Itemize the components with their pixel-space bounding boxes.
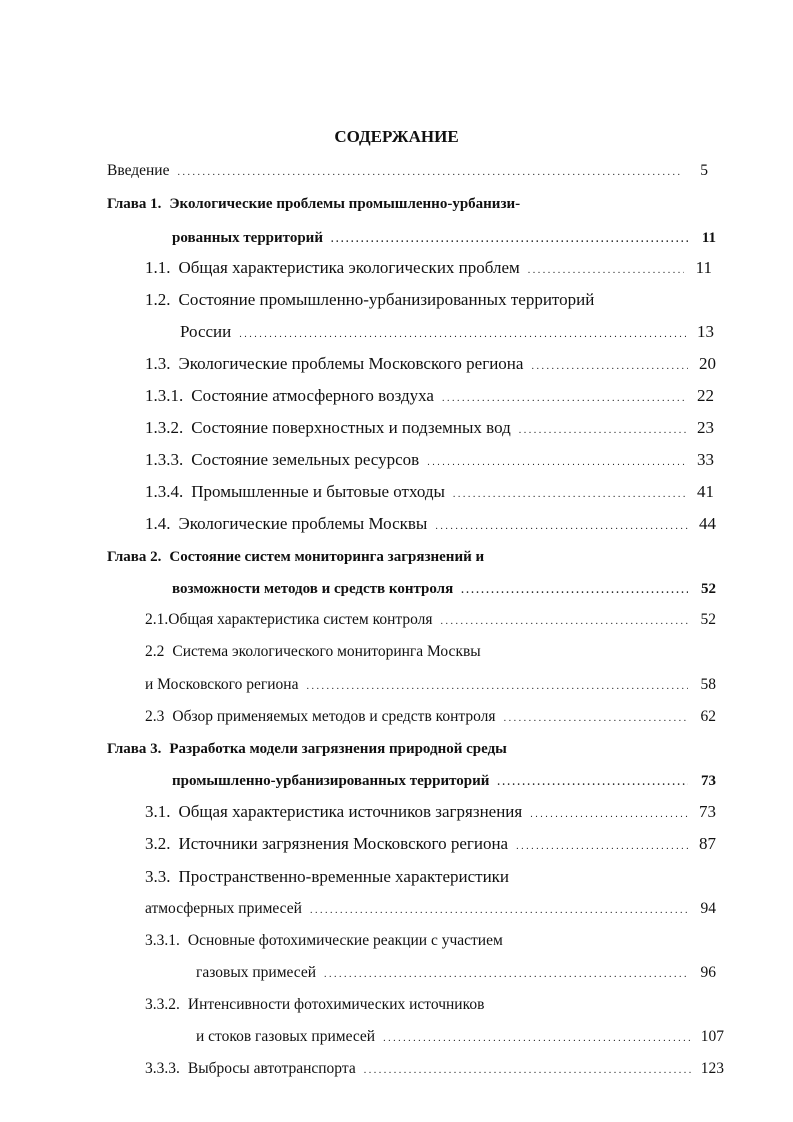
toc-entry-title: Источники загрязнения Московского региона: [178, 834, 509, 853]
toc-entry: [172, 226, 716, 250]
dot-leader: [453, 483, 686, 507]
toc-entry: [145, 640, 716, 664]
toc-entry-number: 1.3.: [145, 354, 171, 373]
toc-page-number: 73: [701, 773, 716, 789]
toc-entry: [145, 865, 716, 889]
dot-leader: [441, 610, 688, 634]
toc-entry-number: 3.1.: [145, 802, 171, 821]
contents-heading: СОДЕРЖАНИЕ: [334, 127, 459, 146]
dot-leader: [310, 899, 688, 923]
dot-leader: [427, 451, 686, 475]
toc-entry: [145, 993, 716, 1017]
toc-page-number: 94: [700, 900, 716, 917]
toc-entry-number: Глава 3.: [107, 741, 162, 757]
dot-leader: [504, 707, 688, 731]
toc-page-number: 33: [697, 450, 714, 469]
dot-leader: [177, 161, 680, 185]
toc-entry-number: Глава 1.: [107, 196, 162, 212]
dot-leader: [383, 1027, 693, 1051]
toc-entry: [145, 897, 716, 921]
dot-leader: [497, 771, 688, 795]
toc-entry-number: 2.2: [145, 643, 165, 660]
toc-entry: [196, 961, 716, 985]
toc-entry-title: Состояние систем мониторинга загрязнений и: [169, 549, 485, 565]
toc-entry: [145, 352, 716, 376]
toc-entry-title: Экологические проблемы промышленно-урбанизи-: [169, 196, 521, 212]
toc-entry-number: 1.4.: [145, 514, 171, 533]
toc-entry-title: Экологические проблемы Москвы: [178, 514, 428, 533]
toc-entry: [145, 448, 714, 472]
toc-entry-number: 1.1.: [145, 258, 171, 277]
toc-page-number: 41: [697, 482, 714, 501]
toc-entry: [172, 769, 716, 793]
toc-entry-title: России: [180, 322, 232, 341]
dot-leader: [442, 387, 686, 411]
toc-entry-title: Система экологического мониторинга Москвы: [172, 643, 481, 660]
toc-entry-title: Общая характеристика источников загрязнения: [178, 802, 523, 821]
toc-entry-title: Основные фотохимические реакции с участием: [187, 932, 503, 949]
dot-leader: [519, 419, 686, 443]
toc-entry-number: 3.3.: [145, 867, 171, 886]
toc-entry-title: Промышленные и бытовые отходы: [191, 482, 445, 501]
dot-leader: [331, 228, 688, 252]
dot-leader: [531, 355, 688, 379]
toc-page-number: 20: [699, 354, 716, 373]
toc-entry: [145, 256, 712, 280]
toc-entry-number: 1.3.1.: [145, 386, 184, 405]
toc-page-number: 52: [700, 611, 716, 628]
toc-entry: [172, 577, 716, 601]
toc-entry-title: газовых примесей: [196, 964, 317, 981]
toc-entry: [145, 832, 716, 856]
toc-entry-number: 1.3.3.: [145, 450, 184, 469]
toc-entry-number: 2.3: [145, 708, 165, 725]
toc-entry: [145, 800, 716, 824]
dot-leader: [435, 515, 688, 539]
toc-entry-title: атмосферных примесей: [145, 900, 302, 917]
toc-entry: [145, 480, 714, 504]
toc-page-number: 11: [695, 258, 712, 277]
dot-leader: [364, 1059, 693, 1083]
toc-entry-title: возможности методов и средств контроля: [172, 581, 454, 597]
toc-entry: [145, 384, 714, 408]
toc-entry-number: Глава 2.: [107, 549, 162, 565]
toc-page-number: 11: [701, 230, 716, 246]
dot-leader: [528, 259, 684, 283]
toc-entry-title: Интенсивности фотохимических источников: [187, 996, 485, 1013]
toc-entry-title: Общая характеристика экологических проблем: [178, 258, 520, 277]
toc-entry-number: 2.1.: [145, 611, 169, 628]
toc-page-number: 73: [699, 802, 716, 821]
toc-entry-title: Состояние земельных ресурсов: [191, 450, 420, 469]
toc-entry-title: Экологические проблемы Московского региона: [178, 354, 524, 373]
toc-page-number: 23: [697, 418, 714, 437]
toc-entry-title: Состояние поверхностных и подземных вод: [191, 418, 511, 437]
toc-entry-title: Пространственно-временные характеристики: [178, 867, 510, 886]
toc-entry-title: Введение: [107, 162, 170, 179]
toc-entry: [145, 288, 712, 312]
toc-entry-title: Общая характеристика систем контроля: [168, 611, 433, 628]
toc-entry: [196, 1025, 724, 1049]
dot-leader: [461, 579, 688, 603]
dot-leader: [516, 835, 688, 859]
toc-page-number: 22: [697, 386, 714, 405]
toc-entry-number: 1.3.2.: [145, 418, 184, 437]
dot-leader: [324, 963, 688, 987]
toc-entry: [107, 192, 708, 216]
toc-entry-title: Состояние промышленно-урбанизированных территорий: [178, 290, 595, 309]
toc-entry-number: 3.2.: [145, 834, 171, 853]
toc-entry: [107, 159, 708, 183]
toc-entry: [145, 512, 716, 536]
toc-entry-number: 3.3.1.: [145, 932, 180, 949]
toc-page-number: 13: [697, 322, 714, 341]
toc-entry-number: 3.3.3.: [145, 1060, 180, 1077]
toc-page-number: 107: [700, 1028, 724, 1045]
toc-entry: [107, 737, 716, 761]
toc-page-number: 123: [700, 1060, 724, 1077]
dot-leader: [530, 803, 688, 827]
toc-entry-title: промышленно-урбанизированных территорий: [172, 773, 490, 789]
toc-entry-title: Разработка модели загрязнения природной среды: [169, 741, 507, 757]
toc-page-number: 62: [700, 708, 716, 725]
toc-entry-title: Состояние атмосферного воздуха: [191, 386, 434, 405]
toc-page-number: 58: [700, 676, 716, 693]
toc-entry-title: и Московского региона: [145, 676, 299, 693]
toc-entry: [145, 416, 714, 440]
toc-page-number: 52: [701, 581, 716, 597]
toc-entry-number: 1.2.: [145, 290, 171, 309]
toc-entry-number: 1.3.4.: [145, 482, 184, 501]
toc-page-number: 96: [700, 964, 716, 981]
toc-entry: [145, 673, 716, 697]
toc-entry: [145, 1057, 724, 1081]
toc-entry: [145, 705, 716, 729]
toc-entry-title: Обзор применяемых методов и средств контроля: [172, 708, 496, 725]
toc-page-number: 44: [699, 514, 716, 533]
toc-entry: [145, 929, 716, 953]
toc-entry-title: Выбросы автотранспорта: [187, 1060, 356, 1077]
toc-entry: [180, 320, 714, 344]
toc-entry: [107, 545, 716, 569]
toc-page-number: 5: [700, 162, 708, 179]
dot-leader: [239, 323, 686, 347]
toc-entry: [145, 608, 716, 632]
toc-page-number: 87: [699, 834, 716, 853]
toc-entry-number: 3.3.2.: [145, 996, 180, 1013]
dot-leader: [306, 675, 688, 699]
toc-entry-title: и стоков газовых примесей: [196, 1028, 376, 1045]
toc-entry-title: рованных территорий: [172, 230, 323, 246]
